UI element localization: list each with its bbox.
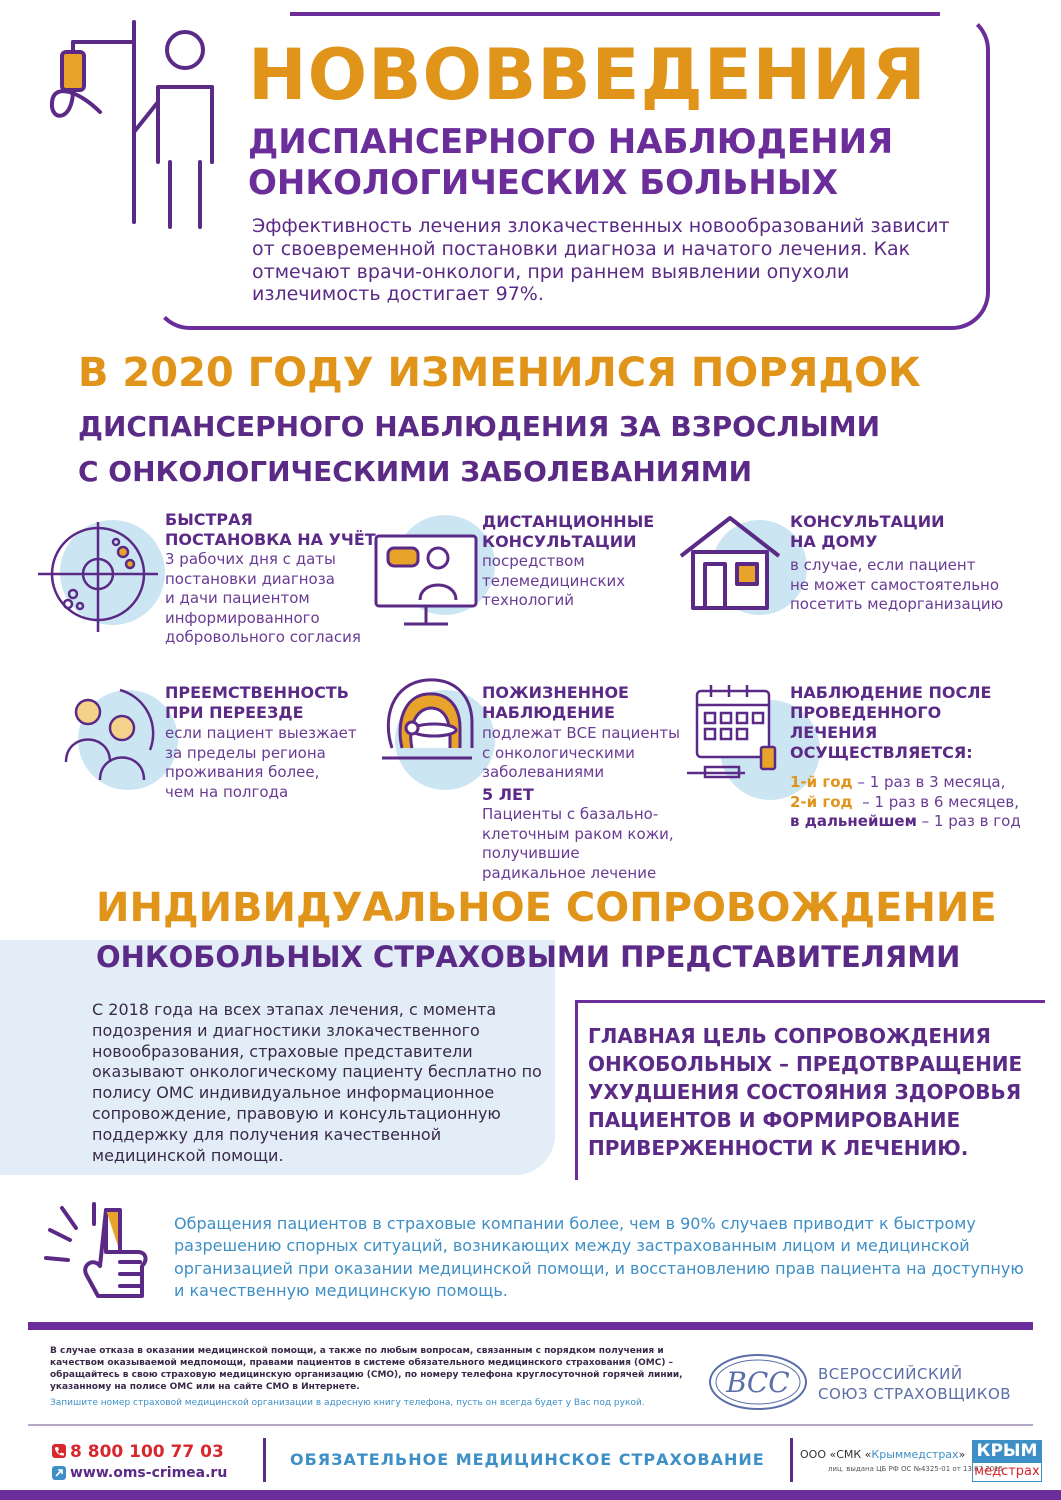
web-icon	[52, 1466, 66, 1480]
feature5-extra-text: Пациенты с базально- клеточным раком кожи, получившие радикальное лечение	[482, 805, 674, 882]
header-subtitle-line1: ДИСПАНСЕРНОГО НАБЛЮДЕНИЯ	[248, 122, 894, 162]
feature4-text: если пациент выезжает за пределы региона проживания более, чем на полгода	[165, 724, 357, 801]
section3-text: С 2018 года на всех этапах лечения, с момента подозрения и диагностики злокачественного новообразования, страховые представители оказывают онкологическому пациенту бесплатно по полису ОМС индивидуальное информационное сопровождение, правовую и консультационную поддержку для получения качественной медицинской помощи.	[92, 1000, 542, 1165]
schedule-freq-2: – 1 раз в 6 месяцев,	[852, 792, 1020, 811]
vss-logo	[706, 1352, 810, 1412]
feature3-title: КОНСУЛЬТАЦИИ НА ДОМУ	[790, 512, 945, 551]
phone-icon	[52, 1444, 66, 1458]
footer-separator	[28, 1424, 1033, 1426]
main-title: НОВОВВЕДЕНИЯ	[248, 34, 927, 116]
section3-title: ИНДИВИДУАЛЬНОЕ СОПРОВОЖДЕНИЕ	[96, 885, 997, 931]
section2-subtitle-line2: С ОНКОЛОГИЧЕСКИМИ ЗАБОЛЕВАНИЯМИ	[78, 454, 753, 488]
smk-brand: Крыммедстрах	[871, 1448, 959, 1461]
header-subtitle-line2: ОНКОЛОГИЧЕСКИХ БОЛЬНЫХ	[248, 162, 839, 203]
schedule-freq-3: – 1 раз в год	[916, 812, 1021, 830]
logo-top: КРЫМ	[972, 1440, 1042, 1462]
schedule-freq-1: – 1 раз в 3 месяца,	[852, 773, 1006, 791]
house-icon	[675, 512, 785, 612]
smk-company	[800, 1448, 965, 1461]
scanner-icon	[372, 668, 482, 778]
doctors-icon	[50, 680, 170, 790]
feature6-schedule	[790, 773, 1021, 832]
footer-note: В случае отказа в оказании медицинской помощи, а также по любым вопросам, связанным с порядком получения и качеством оказываемой медпомощи, правами пациентов в системе обязательного медицинского страхования (ОМС) – обращайтесь в свою страховую медицинскую организацию (СМО), по номеру телефона круглосуточной горячей линии, указанному на полисе ОМС или на сайте СМО в Интернете.	[50, 1346, 683, 1393]
feature3-text: в случае, если пациент не может самостоятельно посетить медорганизацию	[790, 556, 1004, 613]
target-icon	[38, 522, 158, 642]
section2-subtitle-line1: ДИСПАНСЕРНОГО НАБЛЮДЕНИЯ ЗА ВЗРОСЛЫМИ	[78, 410, 881, 443]
feature5-extra-title: 5 ЛЕТ	[482, 785, 534, 804]
bottom-bar	[0, 1490, 1061, 1500]
vss-name-line1: ВСЕРОССИЙСКИЙ	[818, 1365, 963, 1383]
schedule-row-2	[790, 793, 1021, 813]
footer-divider	[28, 1322, 1033, 1330]
oms-label: ОБЯЗАТЕЛЬНОЕ МЕДИЦИНСКОЕ СТРАХОВАНИЕ	[290, 1450, 765, 1469]
section3-subtitle: ОНКОБОЛЬНЫХ СТРАХОВЫМИ ПРЕДСТАВИТЕЛЯМИ	[96, 940, 961, 974]
vss-name-line2: СОЮЗ СТРАХОВЩИКОВ	[818, 1384, 1012, 1403]
feature1-text: 3 рабочих дня с даты постановки диагноза и дачи пациентом информированного добровольного согласия	[165, 550, 361, 646]
website-link[interactable]: www.oms-crimea.ru	[70, 1465, 228, 1481]
krym-medstrakh-logo	[972, 1440, 1042, 1484]
telemedicine-icon	[372, 528, 482, 633]
logo-bottom: медстрах	[972, 1462, 1042, 1482]
appeal-text: Обращения пациентов в страховые компании более, чем в 90% случаев приводит к быстрому разрешению спорных ситуаций, возникающих между застрахованным лицом и медицинской организацией при оказании медицинской помощи, и восстановлению прав пациента на доступную и качественную медицинскую помощь.	[174, 1214, 1024, 1301]
smk-prefix: ООО «СМК «	[800, 1448, 872, 1461]
intro-text: Эффективность лечения злокачественных новообразований зависит от своевременной постановки диагноза и начатого лечения. Как отмечают врачи-онкологи, при раннем выявлении опухоли излечимость достигает 97%.	[252, 215, 950, 306]
feature5-text: подлежат ВСЕ пациенты с онкологическими заболеваниями	[482, 724, 680, 781]
smk-suffix: »	[958, 1448, 966, 1461]
header-frame-top	[290, 12, 940, 16]
patient-iv-icon	[40, 12, 220, 232]
vss-logo-text: ВСС	[726, 1366, 790, 1399]
smk-license: лиц. выдана ЦБ РФ ОС №4325-01 от 13.07.2015	[828, 1465, 1004, 1473]
schedule-row-1	[790, 773, 1021, 793]
feature2-title: ДИСТАНЦИОННЫЕ КОНСУЛЬТАЦИИ	[482, 512, 655, 551]
feature4-title: ПРЕЕМСТВЕННОСТЬ ПРИ ПЕРЕЕЗДЕ	[165, 683, 349, 722]
calendar-icon	[685, 683, 795, 783]
section2-title: В 2020 ГОДУ ИЗМЕНИЛСЯ ПОРЯДОК	[78, 350, 921, 396]
footer-vbar-2	[790, 1438, 793, 1482]
feature2-text: посредством телемедицинских технологий	[482, 552, 626, 609]
section2-subtitle	[78, 405, 880, 495]
schedule-period-3: в дальнейшем	[790, 812, 917, 830]
feature1-title: БЫСТРАЯ ПОСТАНОВКА НА УЧЁТ	[165, 510, 376, 549]
feature6-title: НАБЛЮДЕНИЕ ПОСЛЕ ПРОВЕДЕННОГО ЛЕЧЕНИЯ ОСУЩЕСТВЛЯЕТСЯ:	[790, 683, 992, 762]
schedule-period-2: 2-й год	[790, 792, 853, 811]
schedule-row-3	[790, 812, 1021, 832]
footer-vbar-1	[263, 1438, 266, 1482]
header-subtitle	[248, 122, 893, 204]
schedule-period-1: 1-й год	[790, 773, 853, 791]
pointing-hand-icon	[40, 1200, 160, 1310]
goal-text: ГЛАВНАЯ ЦЕЛЬ СОПРОВОЖДЕНИЯ ОНКОБОЛЬНЫХ – ПРЕДОТВРАЩЕНИЕ УХУДШЕНИЯ СОСТОЯНИЯ ЗДОРОВЬЯ ПАЦИЕНТОВ И ФОРМИРОВАНИЕ ПРИВЕРЖЕННОСТИ К ЛЕЧЕНИЮ.	[588, 1024, 1023, 1160]
footer-reminder: Запишите номер страховой медицинской организации в адресную книгу телефона, пусть он всегда будет у Вас под рукой.	[50, 1398, 645, 1408]
hotline-phone[interactable]: 8 800 100 77 03	[70, 1442, 224, 1462]
vss-name	[818, 1365, 1011, 1404]
feature5-title: ПОЖИЗНЕННОЕ НАБЛЮДЕНИЕ	[482, 683, 629, 722]
